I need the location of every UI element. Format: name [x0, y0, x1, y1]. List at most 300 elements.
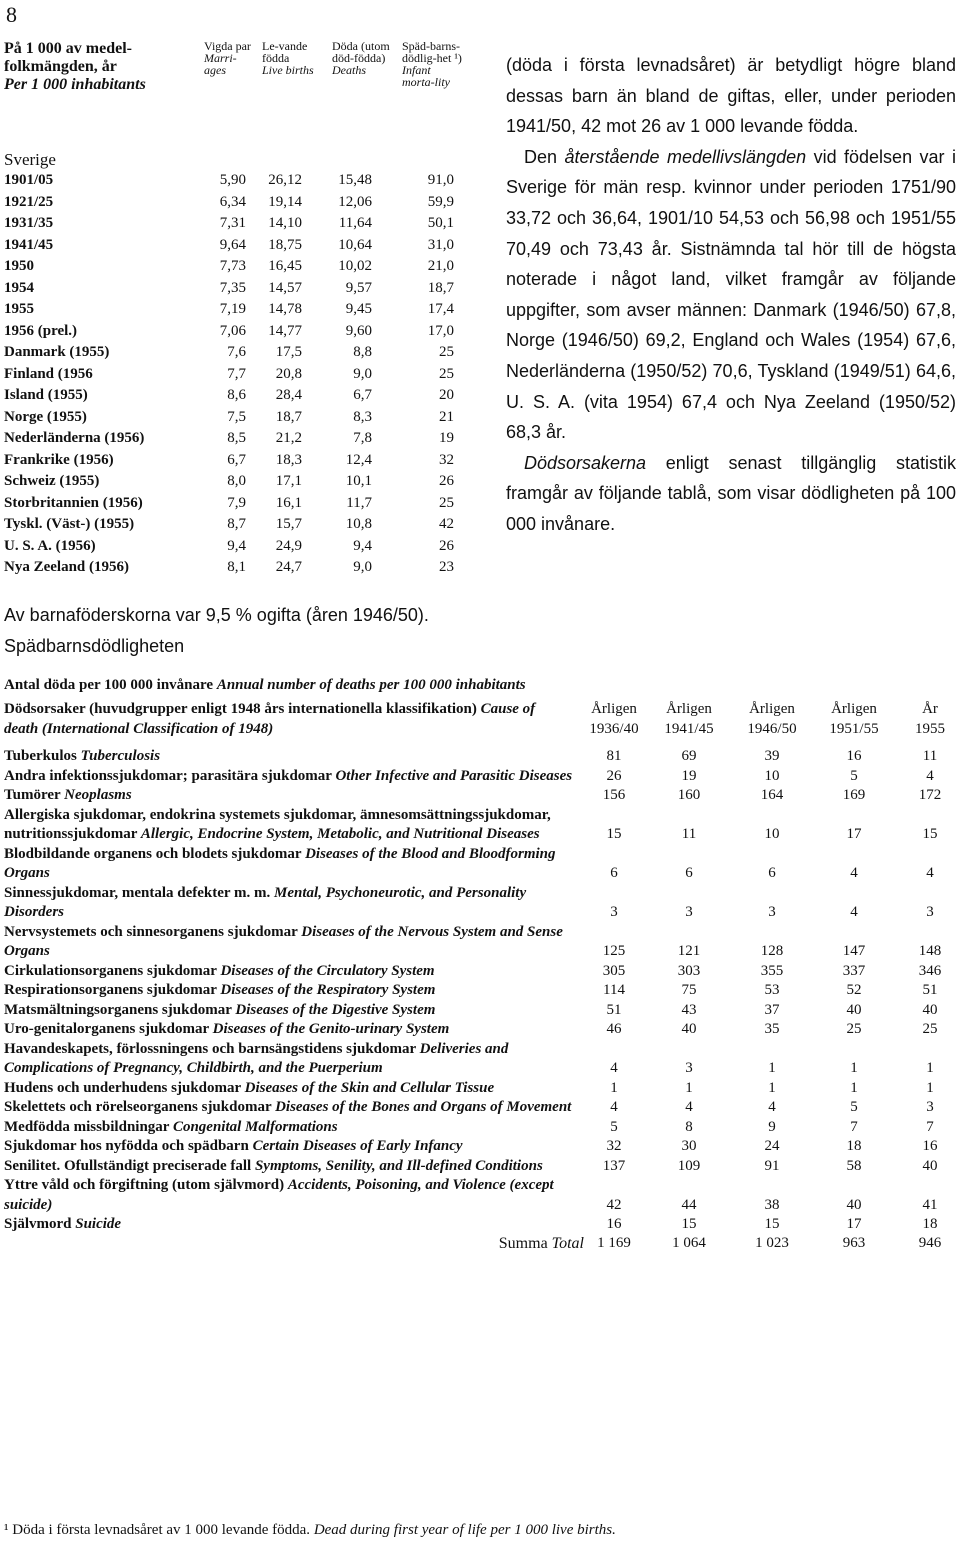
- cause-value: 18: [922, 1216, 938, 1232]
- vital-cell: 21,0: [427, 258, 454, 274]
- cause-row: [4, 923, 956, 962]
- cause-value: 4: [850, 865, 858, 881]
- vital-row-label: Norge (1955): [4, 408, 87, 425]
- col-header-1946-50: [732, 699, 812, 739]
- cause-label-en: Suicide: [75, 1216, 122, 1232]
- cause-value: 137: [602, 1157, 626, 1174]
- cause-label: [4, 806, 574, 845]
- cause-value: 35: [764, 1021, 780, 1037]
- vital-table-body: [4, 172, 474, 581]
- vital-row-label: Nederländerna (1956): [4, 430, 145, 446]
- vital-cell: 20: [439, 387, 454, 403]
- vital-row: [4, 452, 474, 474]
- vital-row-label: Nya Zeeland (1956): [4, 559, 129, 575]
- vital-cell: 9,0: [353, 365, 372, 382]
- col-line-1: Årligen: [591, 701, 637, 717]
- col-header-1951-55: [814, 699, 894, 739]
- cause-label: [4, 1118, 574, 1138]
- cause-value: 121: [677, 943, 701, 959]
- vital-cell: 8,5: [227, 430, 246, 446]
- cause-value: 15: [606, 826, 622, 842]
- col-line-1: Årligen: [831, 701, 877, 717]
- cause-value: 53: [764, 982, 780, 998]
- vital-row-label: U. S. A. (1956): [4, 537, 96, 554]
- cause-row: [4, 1020, 956, 1040]
- cause-label-sv: Cirkulationsorganens sjukdomar: [4, 962, 221, 979]
- vital-cell: 8,3: [353, 408, 372, 425]
- cause-label-sv: Matsmältningsorganens sjukdomar: [4, 1001, 236, 1018]
- vital-cell: 21: [439, 408, 454, 425]
- vital-row-label: Finland (1956: [4, 365, 93, 382]
- cause-label-en: Diseases of the Bones and Organs of Movement: [275, 1099, 572, 1115]
- vital-cell: 18,7: [427, 279, 454, 296]
- vital-cell: 18,75: [268, 236, 302, 253]
- cause-row: [4, 845, 956, 884]
- emphasis: Dödsorsakerna: [524, 452, 647, 473]
- vital-row-label: Island (1955): [4, 387, 88, 403]
- footnote-sv: ¹ Döda i första levnadsåret av 1 000 levande födda.: [4, 1522, 314, 1538]
- cause-label-en: Congenital Malformations: [172, 1118, 338, 1135]
- vital-row-label: Frankrike (1956): [4, 451, 114, 468]
- vital-cell: 17,0: [427, 322, 454, 339]
- vital-label-en: Per 1 000 inhabitants: [4, 76, 146, 93]
- cause-value: 1: [685, 1079, 693, 1096]
- cause-row: [4, 1079, 956, 1099]
- vital-cell: 8,6: [227, 387, 246, 403]
- cause-value: 4: [850, 904, 858, 920]
- total-row: [4, 1235, 956, 1259]
- vital-row: [4, 323, 474, 345]
- vital-row-label: 1950: [4, 258, 34, 274]
- cause-value: 164: [760, 787, 784, 803]
- vital-cell: 7,6: [227, 344, 246, 360]
- cause-label-sv: Självmord: [4, 1216, 76, 1232]
- cause-value: 3: [768, 904, 776, 920]
- cause-value: 1: [768, 1060, 776, 1076]
- cause-value: 40: [846, 1196, 862, 1213]
- cause-label-sv: Tumörer: [4, 787, 65, 803]
- right-column-text: [506, 50, 956, 540]
- vital-row: [4, 280, 474, 302]
- vital-cell: 17,1: [275, 473, 302, 489]
- cause-value: 1: [850, 1060, 858, 1076]
- vital-row: [4, 473, 474, 495]
- col-header-deaths: [332, 40, 392, 76]
- cause-label-en: Other Infective and Parasitic Diseases: [335, 767, 573, 784]
- cause-row: [4, 786, 956, 806]
- cause-label: [4, 923, 574, 962]
- cause-row: [4, 1176, 956, 1215]
- total-value: 1 169: [597, 1234, 631, 1251]
- col-line-1: Årligen: [666, 701, 712, 717]
- vital-row: [4, 538, 474, 560]
- cause-value: 355: [760, 962, 784, 979]
- header-sv: Dödsorsaker (huvudgrupper enligt 1948 års internationella klassifikation): [4, 701, 481, 717]
- cause-value: 5: [610, 1118, 618, 1135]
- text-span: Den: [524, 146, 565, 167]
- cause-row: [4, 747, 956, 767]
- cause-value: 16: [606, 1216, 622, 1232]
- vital-cell: 9,64: [219, 236, 246, 253]
- cause-label-sv: Sjukdomar hos nyfödda och spädbarn: [4, 1138, 253, 1154]
- total-label-en: Total: [551, 1234, 584, 1252]
- col-header-marriages: [204, 40, 254, 76]
- cause-label-en: Accidents, Poisoning, and Violence (except suicide): [4, 1177, 554, 1213]
- cause-value: 51: [606, 1001, 622, 1018]
- footnote-en: Dead during first year of life per 1 000 live births.: [313, 1522, 616, 1538]
- vital-cell: 23: [439, 559, 454, 575]
- cause-value: 169: [842, 787, 866, 803]
- cause-value: 40: [922, 1001, 938, 1018]
- cause-value: 43: [681, 1001, 697, 1018]
- cause-value: 15: [922, 826, 938, 842]
- total-label: [499, 1235, 584, 1253]
- vital-cell: 8,7: [227, 516, 246, 532]
- cause-value: 75: [681, 982, 697, 998]
- col-header-sv: Späd-barns-dödlig-het ¹): [402, 39, 462, 65]
- vital-cell: 8,8: [353, 344, 372, 360]
- cause-label-en: Neoplasms: [64, 787, 132, 803]
- paragraph-infant-mortality: (döda i första levnadsåret) är betydligt högre bland dessas barn än bland de giftas, eller, under perioden 1941/50, 42 mot 26 av 1 000 levande födda.: [506, 55, 956, 137]
- cause-value: 15: [681, 1216, 697, 1232]
- cause-row: [4, 1098, 956, 1118]
- col-header-en: Deaths: [332, 63, 366, 77]
- vital-cell: 9,4: [353, 537, 372, 554]
- col-line-2: 1955: [915, 721, 945, 737]
- vital-cell: 19: [439, 430, 454, 446]
- cause-value: 10: [764, 826, 780, 842]
- cause-value: 125: [602, 943, 626, 959]
- cause-label: [4, 962, 574, 982]
- cause-column-header: [4, 699, 564, 739]
- title-sv: Antal döda per 100 000 invånare: [4, 677, 217, 693]
- vital-cell: 7,9: [227, 494, 246, 511]
- cause-value: 5: [850, 1099, 858, 1115]
- col-header-en: Marri-ages: [204, 51, 237, 77]
- cause-value: 1: [926, 1079, 934, 1096]
- vital-cell: 14,57: [268, 279, 302, 296]
- total-value: 1 064: [672, 1234, 706, 1251]
- cause-value: 4: [685, 1099, 693, 1115]
- vital-cell: 10,02: [338, 258, 372, 274]
- vital-row: [4, 194, 474, 216]
- cause-value: 11: [922, 748, 938, 764]
- vital-cell: 9,0: [353, 559, 372, 575]
- page-number: 8: [6, 2, 17, 27]
- cause-value: 305: [602, 962, 626, 979]
- cause-label: [4, 1137, 574, 1157]
- vital-cell: 7,35: [219, 279, 246, 296]
- total-value: 1 023: [755, 1234, 789, 1251]
- cause-label-sv: Havandeskapets, förlossningens och barnsängstidens sjukdomar: [4, 1040, 420, 1057]
- vital-cell: 15,7: [275, 516, 302, 532]
- vital-row: [4, 366, 474, 388]
- cause-label-sv: Blodbildande organens och blodets sjukdomar: [4, 845, 306, 862]
- vital-row-label: 1931/35: [4, 215, 54, 231]
- header-en: Cause of death (International Classification of 1948): [4, 701, 536, 737]
- cause-label: [4, 1020, 574, 1040]
- causes-table-header: [4, 699, 956, 747]
- cause-label-sv: Nervsystemets och sinnesorganens sjukdomar: [4, 923, 302, 940]
- cause-value: 16: [846, 748, 862, 764]
- vital-cell: 16,1: [275, 494, 302, 511]
- vital-cell: 14,10: [268, 215, 302, 231]
- cause-row: [4, 962, 956, 982]
- col-line-2: 1936/40: [589, 721, 639, 737]
- vital-cell: 10,1: [345, 473, 372, 489]
- cause-value: 5: [850, 767, 858, 784]
- vital-cell: 6,34: [219, 193, 246, 210]
- causes-table-title: [4, 677, 956, 699]
- footnote: [4, 1522, 956, 1539]
- vital-row: [4, 516, 474, 538]
- cause-value: 114: [603, 982, 625, 998]
- vital-cell: 8,1: [227, 559, 246, 575]
- vital-cell: 18,7: [275, 408, 302, 425]
- cause-value: 4: [610, 1060, 618, 1076]
- causes-table-body: [4, 747, 956, 1235]
- vital-row-label: 1956 (prel.): [4, 322, 78, 339]
- cause-label-en: Allergic, Endocrine System, Metabolic, and Nutritional Diseases: [140, 826, 540, 842]
- vital-row: [4, 215, 474, 237]
- vital-cell: 17,5: [275, 344, 302, 360]
- cause-value: 38: [764, 1196, 780, 1213]
- text-span: vid födelsen var i Sverige för män resp. kvinnor under perioden 1751/90 33,72 och 36,64, 1901/10 54,53 och 56,98 och 1951/55 70,49 och 73,43 år. Sistnämnda tal hör till de högsta noterade i något land, vilket framgår av följande uppgifter, som avser männen: Danmark (1946/50) 67,8, Norge (1946/50) 69,2, England och Wales (1954) 67,6, Nederländerna (1950/52) 70,6, Tyskland (1949/51) 64,6, U. S. A. (vita 1954) 67,4 och Nya Zeeland (1950/52) 68,3 år.: [506, 146, 956, 443]
- cause-value: 1: [926, 1060, 934, 1076]
- cause-label-en: Diseases of the Skin and Cellular Tissue: [244, 1079, 495, 1096]
- cause-row: [4, 981, 956, 1001]
- cause-value: 44: [681, 1196, 697, 1213]
- cause-label-sv: Respirationsorganens sjukdomar: [4, 982, 221, 998]
- cause-value: 148: [918, 943, 942, 959]
- vital-cell: 7,7: [227, 365, 246, 382]
- total-value: 963: [842, 1234, 866, 1251]
- cause-label-en: Tuberculosis: [80, 748, 161, 764]
- cause-value: 10: [764, 767, 780, 784]
- col-header-1955: [890, 699, 960, 739]
- vital-cell: 14,78: [268, 301, 302, 317]
- vital-cell: 18,3: [275, 451, 302, 468]
- vital-cell: 9,4: [227, 537, 246, 554]
- cause-value: 109: [677, 1157, 701, 1174]
- vital-cell: 7,19: [219, 301, 246, 317]
- vital-cell: 7,8: [353, 430, 372, 446]
- cause-label: [4, 767, 574, 787]
- vital-cell: 25: [439, 365, 454, 382]
- cause-value: 40: [681, 1021, 697, 1037]
- cause-value: 7: [850, 1118, 858, 1135]
- cause-value: 7: [926, 1118, 934, 1135]
- col-header-en: Live births: [262, 63, 314, 77]
- vital-cell: 16,45: [268, 258, 302, 274]
- cause-label-sv: Hudens och underhudens sjukdomar: [4, 1079, 245, 1096]
- col-line-2: 1951/55: [829, 721, 879, 737]
- vital-cell: 6,7: [353, 387, 372, 403]
- cause-value: 4: [926, 767, 934, 784]
- cause-value: 160: [677, 787, 701, 803]
- cause-value: 337: [842, 962, 866, 979]
- cause-value: 9: [768, 1118, 776, 1135]
- cause-label-sv: Senilitet. Ofullständigt preciserade fall: [4, 1157, 255, 1174]
- cause-value: 19: [681, 767, 697, 784]
- vital-cell: 11,7: [346, 494, 372, 511]
- cause-row: [4, 884, 956, 923]
- col-line-1: År: [922, 701, 938, 717]
- vital-row-label: Tyskl. (Väst-) (1955): [4, 516, 135, 532]
- cause-value: 40: [846, 1001, 862, 1018]
- cause-value: 15: [764, 1216, 780, 1232]
- vital-cell: 7,31: [219, 215, 246, 231]
- vital-cell: 59,9: [427, 193, 454, 210]
- cause-row: [4, 1001, 956, 1021]
- vital-cell: 17,4: [427, 301, 454, 317]
- cause-label-sv: Uro-genitalorganens sjukdomar: [4, 1021, 213, 1037]
- vital-cell: 15,48: [338, 172, 372, 188]
- cause-value: 37: [764, 1001, 780, 1018]
- cause-label-en: Diseases of the Blood and Bloodforming Organs: [4, 845, 556, 881]
- cause-value: 3: [685, 904, 693, 920]
- cause-row: [4, 806, 956, 845]
- vital-cell: 8,0: [227, 473, 246, 489]
- cause-label-en: Certain Diseases of Early Infancy: [252, 1138, 463, 1154]
- paragraph-life-expectancy: [506, 142, 956, 448]
- cause-label-en: Mental, Psychoneurotic, and Personality Disorders: [4, 884, 527, 920]
- cause-label: [4, 1215, 574, 1235]
- cause-value: 16: [922, 1138, 938, 1154]
- cause-label-sv: Sinnessjukdomar, mentala defekter m. m.: [4, 884, 275, 901]
- vital-statistics-table: [4, 40, 474, 581]
- cause-label: [4, 884, 574, 923]
- vital-row: [4, 344, 474, 366]
- vital-cell: 20,8: [275, 365, 302, 382]
- cause-row: [4, 1157, 956, 1177]
- vital-row-label: 1954: [4, 279, 34, 296]
- cause-value: 51: [922, 982, 938, 998]
- cause-label: [4, 1157, 574, 1177]
- cause-row: [4, 767, 956, 787]
- cause-value: 3: [610, 904, 618, 920]
- vital-cell: 91,0: [427, 172, 454, 188]
- vital-cell: 32: [439, 451, 454, 468]
- cause-label-sv: Allergiska sjukdomar, endokrina systemets sjukdomar, ämnesomsättningssjukdomar, nutritionssjukdomar: [4, 806, 551, 842]
- vital-cell: 10,64: [338, 236, 372, 253]
- vital-row-label: 1955: [4, 301, 34, 317]
- vital-row: [4, 559, 474, 581]
- vital-row: [4, 387, 474, 409]
- cause-row: [4, 1118, 956, 1138]
- cause-value: 32: [606, 1138, 622, 1154]
- cause-value: 41: [922, 1196, 938, 1213]
- emphasis: återstående medellivslängden: [564, 146, 807, 167]
- total-label-sv: Summa: [498, 1234, 552, 1252]
- cause-value: 8: [685, 1118, 693, 1135]
- cause-value: 46: [606, 1021, 622, 1037]
- vital-cell: 50,1: [427, 215, 454, 231]
- cause-value: 3: [685, 1060, 693, 1076]
- col-line-1: Årligen: [749, 701, 795, 717]
- cause-value: 3: [926, 904, 934, 920]
- cause-row: [4, 1137, 956, 1157]
- cause-label: [4, 1040, 574, 1079]
- vital-row: [4, 237, 474, 259]
- cause-label: [4, 747, 574, 767]
- cause-value: 17: [846, 1216, 862, 1232]
- cause-value: 4: [926, 865, 934, 881]
- cause-value: 39: [764, 748, 780, 764]
- vital-row: [4, 258, 474, 280]
- total-value: 946: [918, 1234, 942, 1251]
- vital-row: [4, 301, 474, 323]
- vital-cell: 42: [439, 516, 454, 532]
- vital-row: [4, 495, 474, 517]
- cause-label-en: Symptoms, Senility, and Ill-defined Conditions: [254, 1157, 543, 1174]
- vital-row: [4, 430, 474, 452]
- cause-row: [4, 1215, 956, 1235]
- cause-value: 6: [610, 865, 618, 881]
- vital-table-header: [4, 40, 474, 172]
- vital-note: Av barnaföderskorna var 9,5 % ogifta (åren 1946/50). Spädbarnsdödligheten: [4, 605, 429, 656]
- vital-cell: 28,4: [275, 387, 302, 403]
- vital-cell: 6,7: [227, 451, 246, 468]
- col-header-live-births: [262, 40, 316, 76]
- cause-value: 25: [922, 1021, 938, 1037]
- cause-value: 91: [764, 1157, 780, 1174]
- cause-row: [4, 1040, 956, 1079]
- col-line-2: 1941/45: [664, 721, 714, 737]
- cause-value: 128: [760, 943, 784, 959]
- cause-value: 346: [918, 962, 942, 979]
- cause-value: 6: [685, 865, 693, 881]
- cause-label-en: Diseases of the Respiratory System: [220, 982, 436, 998]
- vital-label-sv: På 1 000 av medel-folkmängden, år: [4, 40, 132, 75]
- cause-label: [4, 786, 574, 806]
- cause-value: 11: [681, 826, 697, 842]
- vital-cell: 14,77: [268, 322, 302, 339]
- causes-of-death-table: [4, 677, 956, 1259]
- cause-value: 3: [926, 1099, 934, 1115]
- cause-value: 6: [768, 865, 776, 881]
- vital-cell: 26,12: [268, 172, 302, 188]
- cause-label: [4, 1001, 574, 1021]
- cause-value: 147: [842, 943, 866, 959]
- vital-row-label: Danmark (1955): [4, 344, 110, 360]
- cause-value: 303: [677, 962, 701, 979]
- cause-value: 1: [768, 1079, 776, 1096]
- col-header-sv: Döda (utom död-födda): [332, 39, 390, 65]
- vital-cell: 25: [439, 494, 454, 511]
- paragraph-causes-intro: [506, 448, 956, 540]
- cause-value: 24: [764, 1138, 780, 1154]
- col-header-1941-45: [649, 699, 729, 739]
- vital-cell: 10,8: [345, 516, 372, 532]
- vital-cell: 24,9: [275, 537, 302, 554]
- vital-cell: 11,64: [338, 215, 372, 231]
- vital-cell: 19,14: [268, 193, 302, 210]
- cause-value: 81: [606, 748, 622, 764]
- vital-cell: 25: [439, 344, 454, 360]
- cause-value: 26: [606, 767, 622, 784]
- cause-label: [4, 1079, 574, 1099]
- cause-label: [4, 845, 574, 884]
- cause-value: 172: [918, 787, 942, 803]
- col-line-2: 1946/50: [747, 721, 797, 737]
- vital-cell: 9,45: [345, 301, 372, 317]
- cause-value: 25: [846, 1021, 862, 1037]
- vital-cell: 21,2: [275, 430, 302, 446]
- vital-cell: 9,60: [345, 322, 372, 339]
- cause-label-sv: Andra infektionssjukdomar; parasitära sjukdomar: [4, 767, 336, 784]
- cause-label-sv: Tuberkulos: [4, 748, 81, 764]
